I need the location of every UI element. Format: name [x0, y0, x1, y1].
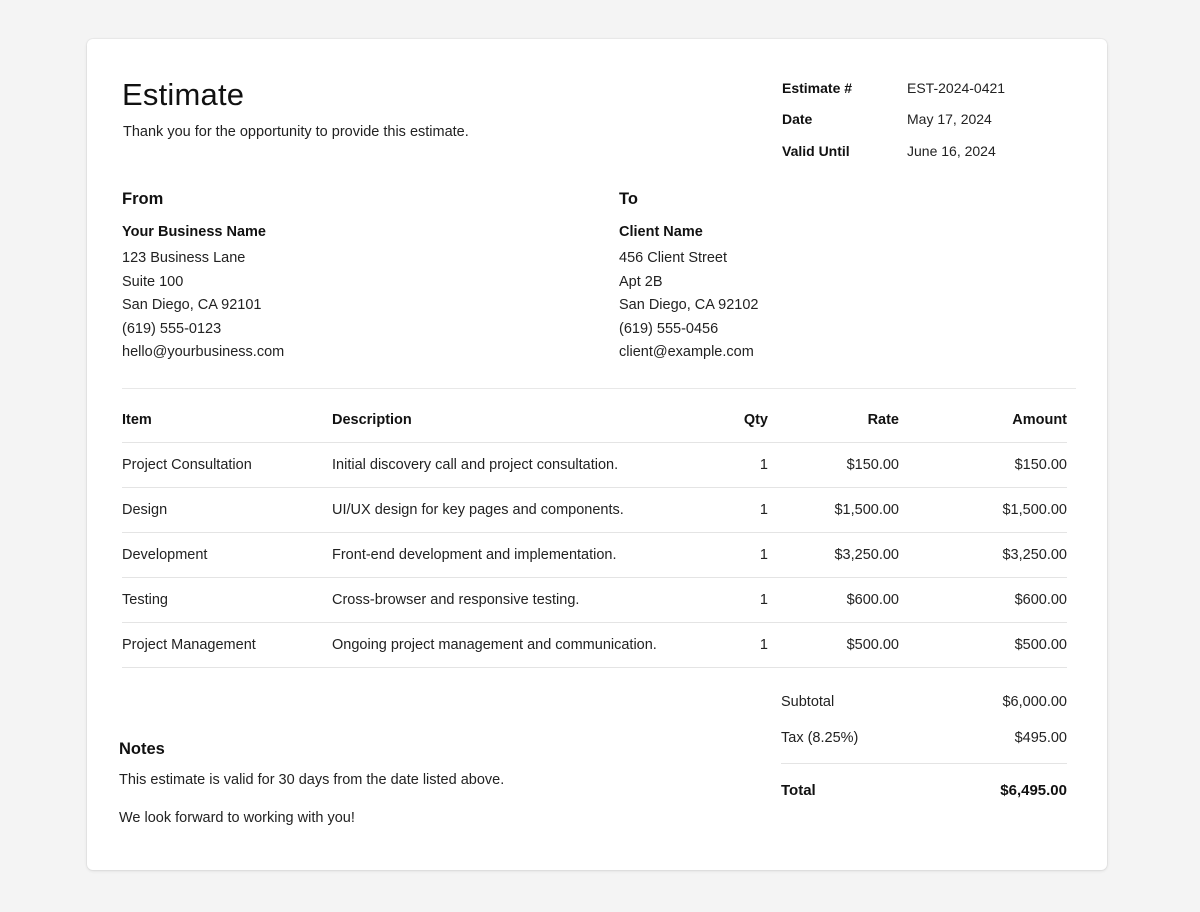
cell-rate: $500.00: [768, 622, 899, 667]
note-thanks: We look forward to working with you!: [119, 810, 355, 826]
cell-item: Design: [122, 487, 332, 532]
estimate-card: [87, 39, 1107, 870]
cell-description: Initial discovery call and project consultation.: [332, 442, 728, 487]
table-row: [122, 442, 1067, 487]
cell-rate: $3,250.00: [768, 532, 899, 577]
section-divider: [122, 388, 1076, 389]
header-item: Item: [122, 398, 332, 442]
cell-rate: $1,500.00: [768, 487, 899, 532]
to-phone: (619) 555-0456: [619, 320, 719, 337]
cell-qty: 1: [728, 487, 768, 532]
header-rate: Rate: [768, 398, 899, 442]
meta-value: EST-2024-0421: [907, 80, 1006, 96]
page-title: Estimate: [122, 77, 245, 112]
cell-amount: $600.00: [899, 577, 1067, 622]
cell-amount: $150.00: [899, 442, 1067, 487]
tax-label: Tax (8.25%): [781, 730, 859, 746]
totals-divider: [781, 763, 1067, 764]
table-row: [122, 622, 1067, 667]
cell-rate: $150.00: [768, 442, 899, 487]
total-row: [781, 782, 1067, 802]
header-amount: Amount: [899, 398, 1067, 442]
to-apt: Apt 2B: [619, 273, 663, 290]
meta-label: Valid Until: [782, 143, 850, 159]
cell-qty: 1: [728, 532, 768, 577]
table-row: [122, 532, 1067, 577]
meta-label: Estimate #: [782, 80, 853, 96]
total-label: Total: [781, 782, 816, 799]
table-row: [122, 577, 1067, 622]
from-address: [122, 247, 284, 365]
from-phone: (619) 555-0123: [122, 320, 222, 337]
cell-rate: $600.00: [768, 577, 899, 622]
subtotal-row: [781, 694, 1067, 714]
from-city: San Diego, CA 92101: [122, 297, 262, 313]
cell-amount: $500.00: [899, 622, 1067, 667]
from-heading: From: [122, 190, 164, 208]
from-suite: Suite 100: [122, 273, 184, 290]
cell-amount: $3,250.00: [899, 532, 1067, 577]
cell-amount: $1,500.00: [899, 487, 1067, 532]
cell-description: UI/UX design for key pages and components.: [332, 487, 728, 532]
cell-item: Project Consultation: [122, 442, 332, 487]
cell-qty: 1: [728, 577, 768, 622]
to-heading: To: [619, 190, 638, 208]
meta-date: [782, 111, 1082, 131]
tax-value: $495.00: [1014, 730, 1067, 746]
cell-item: Development: [122, 532, 332, 577]
meta-value: June 16, 2024: [907, 143, 996, 159]
subtotal-label: Subtotal: [781, 694, 835, 710]
cell-qty: 1: [728, 442, 768, 487]
line-items-table: [122, 398, 1067, 668]
meta-value: May 17, 2024: [907, 111, 992, 127]
page-subtitle: Thank you for the opportunity to provide this estimate.: [123, 124, 469, 140]
header-qty: Qty: [728, 398, 768, 442]
meta-valid-until: [782, 143, 1082, 163]
table-row: [122, 487, 1067, 532]
cell-description: Cross-browser and responsive testing.: [332, 577, 728, 622]
from-email: hello@yourbusiness.com: [122, 344, 285, 360]
tax-row: [781, 730, 1067, 750]
to-client-name: Client Name: [619, 224, 703, 240]
from-business-name: Your Business Name: [122, 224, 266, 240]
meta-label: Date: [782, 111, 813, 127]
table-header-row: [122, 398, 1067, 442]
subtotal-value: $6,000.00: [1002, 694, 1067, 710]
to-city: San Diego, CA 92102: [619, 297, 759, 313]
cell-item: Project Management: [122, 622, 332, 667]
to-address: [619, 247, 758, 365]
notes-heading: Notes: [119, 740, 165, 758]
to-street: 456 Client Street: [619, 250, 728, 266]
from-street: 123 Business Lane: [122, 250, 246, 266]
meta-estimate-number: [782, 80, 1082, 100]
cell-description: Ongoing project management and communication.: [332, 622, 728, 667]
cell-item: Testing: [122, 577, 332, 622]
to-email: client@example.com: [619, 344, 754, 360]
note-validity: This estimate is valid for 30 days from the date listed above.: [119, 772, 505, 788]
cell-qty: 1: [728, 622, 768, 667]
header-description: Description: [332, 398, 728, 442]
cell-description: Front-end development and implementation.: [332, 532, 728, 577]
total-value: $6,495.00: [1000, 782, 1067, 799]
